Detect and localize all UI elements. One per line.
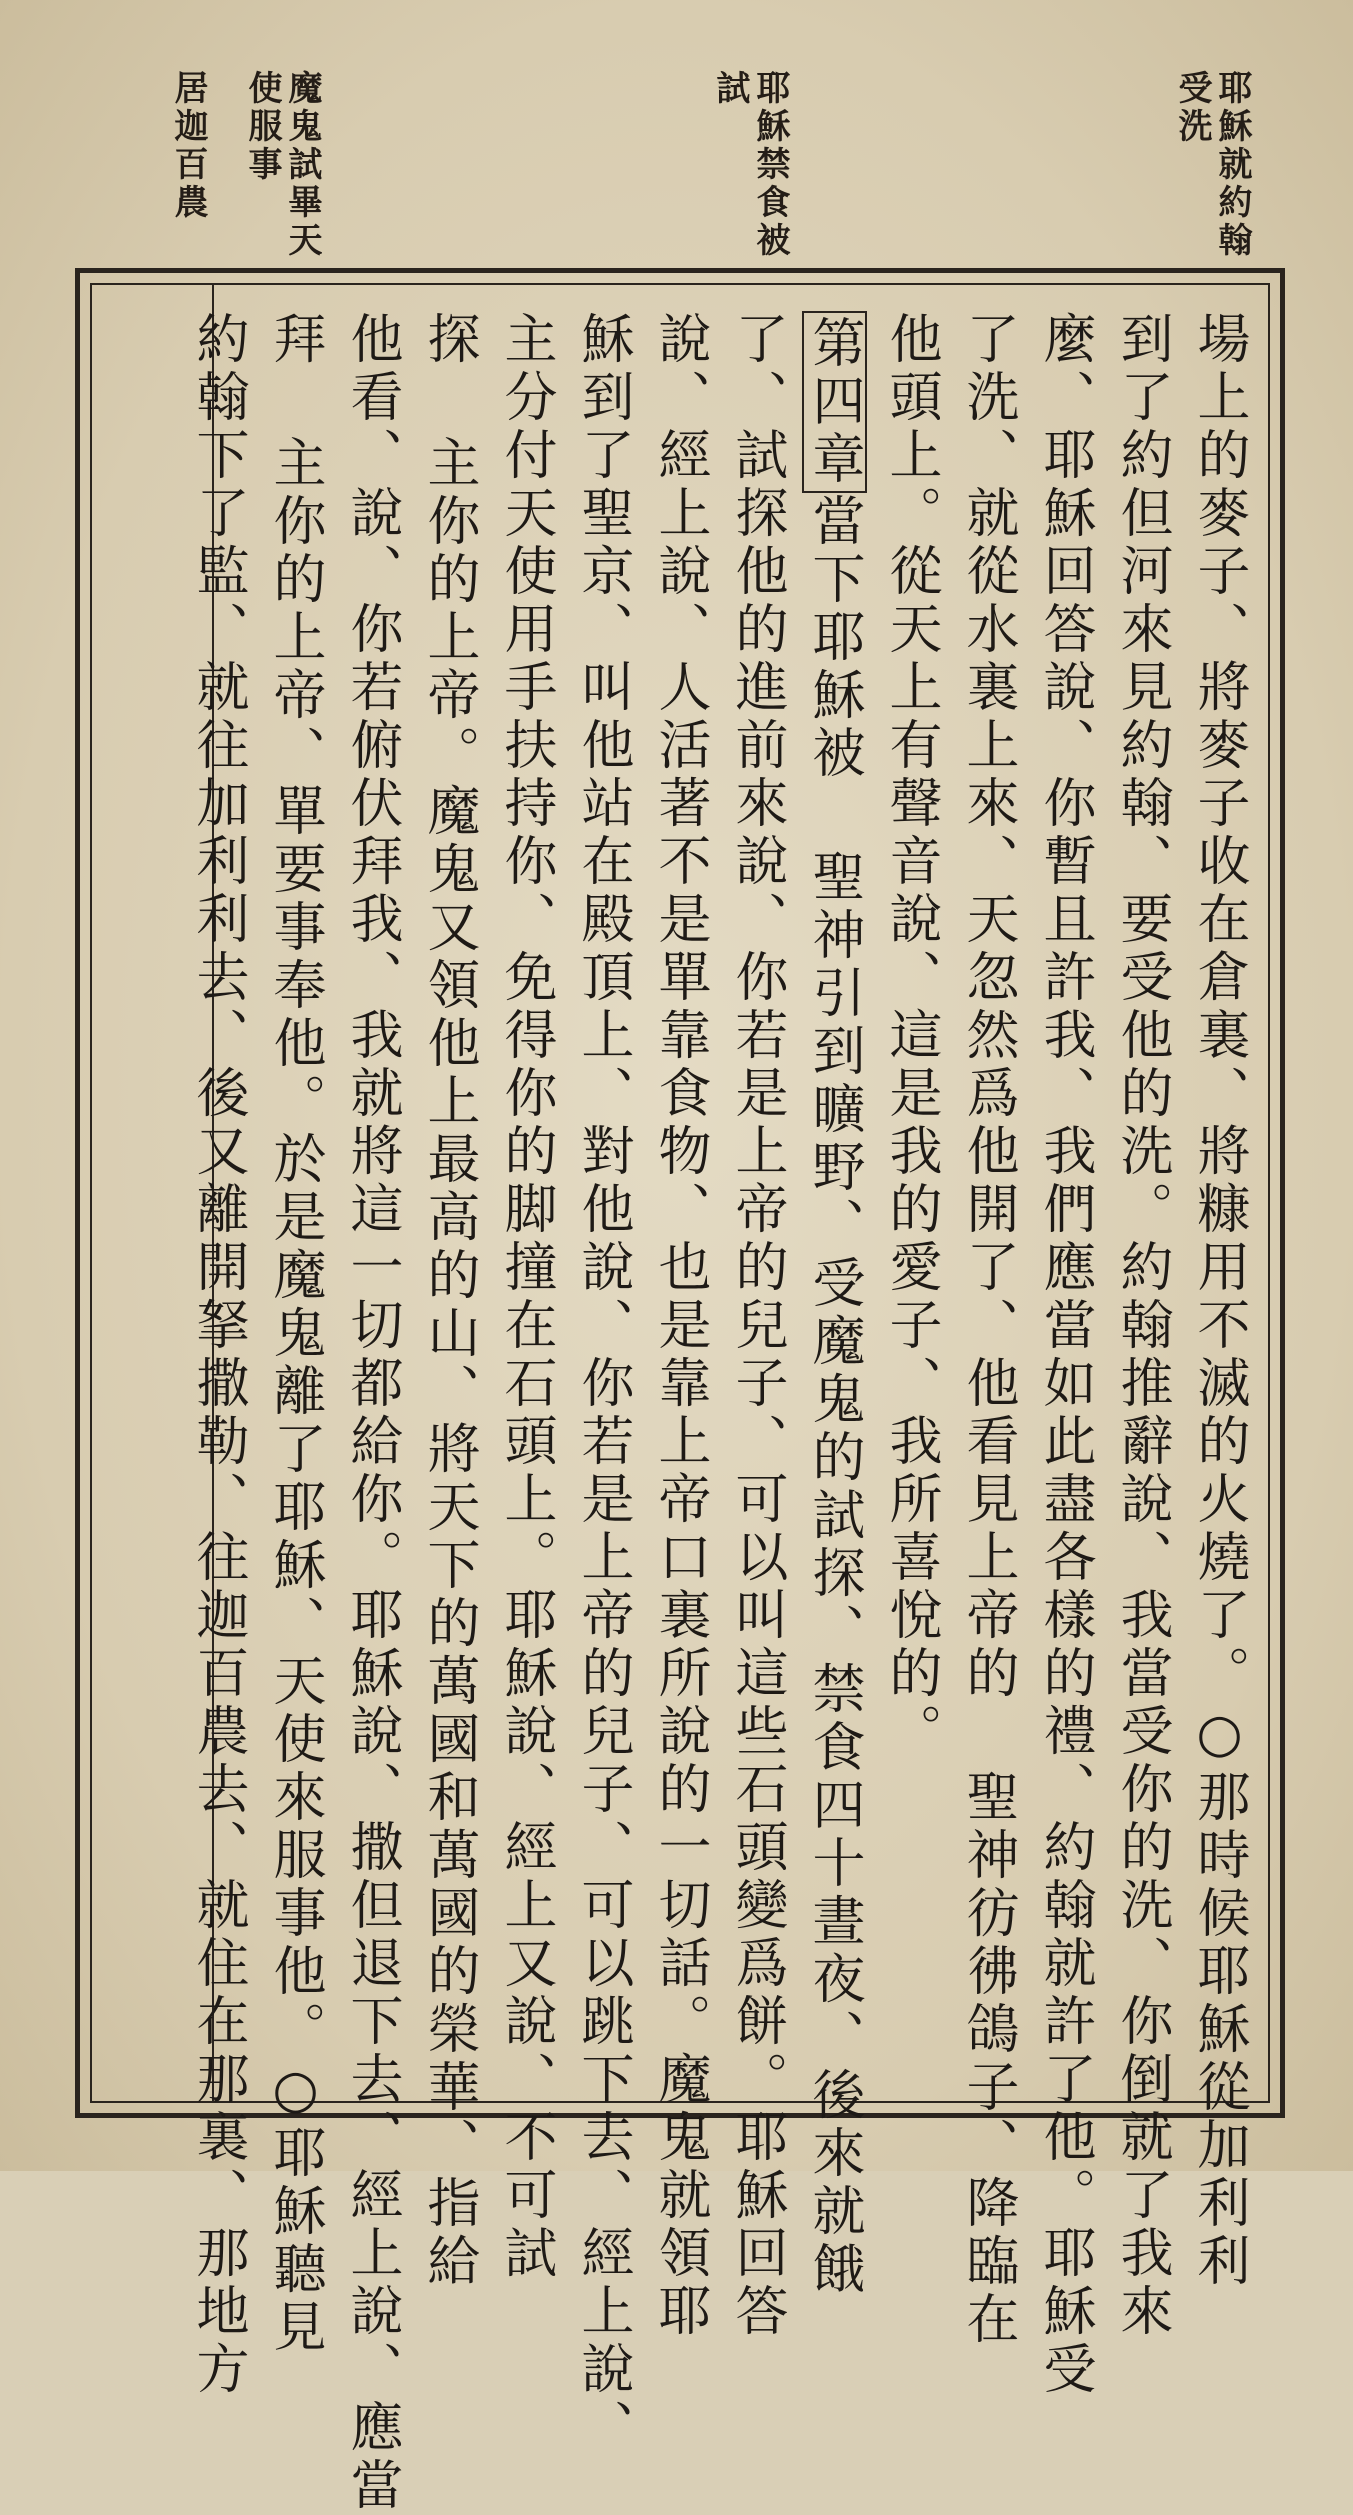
text-frame: [75, 268, 1285, 2515]
headnote-fasting-tempted: 耶穌禁食被試: [710, 70, 790, 260]
text-column: 他看、說、你若俯伏拜我、我就將這一切都給你。耶穌說、撒但退下去、經上說、應當: [342, 311, 403, 2515]
chapter-label: 第四章: [802, 311, 867, 493]
text-column: 約翰下了監、就往加利利去、後又離開拏撒勒、往迦百農去、就住在那裏、那地方: [188, 311, 249, 2399]
text-column: 到了約但河來見約翰、要受他的洗。約翰推辭說、我當受你的洗、你倒就了我來: [1112, 311, 1173, 2341]
text-column: 了、試探他的進前來說、你若是上帝的兒子、可以叫這些石頭變爲餅。耶穌回答: [727, 311, 788, 2341]
scripture-body: [188, 311, 1258, 2515]
text-column: 麼、耶穌回答說、你暫且許我、我們應當如此盡各樣的禮、約翰就許了他。耶穌受: [1035, 311, 1096, 2399]
text-frame-inner: [90, 283, 1270, 2515]
text-column: 穌到了聖京、叫他站在殿頂上、對他說、你若是上帝的兒子、可以跳下去、經上說、: [573, 311, 634, 2457]
headnote-capernaum: 居迦百農: [168, 70, 208, 222]
headnote-devil-angels: 魔鬼試畢天使服事: [242, 70, 322, 260]
text-column: 探 主你的上帝。魔鬼又領他上最高的山、將天下的萬國和萬國的榮華、指給: [419, 311, 480, 2291]
text-column: 他頭上。從天上有聲音說、這是我的愛子、我所喜悅的。: [881, 311, 942, 1761]
text-column: 拜 主你的上帝、單要事奉他。於是魔鬼離了耶穌、天使來服事他。○耶穌聽見: [265, 311, 326, 2357]
headnote-jesus-baptism: 耶穌就約翰受洗: [1172, 70, 1252, 260]
headnotes: [150, 70, 1260, 260]
text-column: 說、經上說、人活著不是單靠食物、也是靠上帝口裏所說的一切話。魔鬼就領耶: [650, 311, 711, 2341]
text-column: 主分付天使用手扶持你、免得你的脚撞在石頭上。耶穌說、經上又說、不可試: [496, 311, 557, 2283]
text-column: 了洗、就從水裏上來、天忽然爲他開了、他看見上帝的 聖神彷彿鴿子、降臨在: [958, 311, 1019, 2349]
text-column: 當下耶穌被 聖神引到曠野、受魔鬼的試探、禁食四十晝夜、後來就餓: [804, 493, 865, 2299]
text-column: 場上的麥子、將麥子收在倉裏、將糠用不滅的火燒了。○那時候耶穌從加利利: [1189, 311, 1250, 2291]
